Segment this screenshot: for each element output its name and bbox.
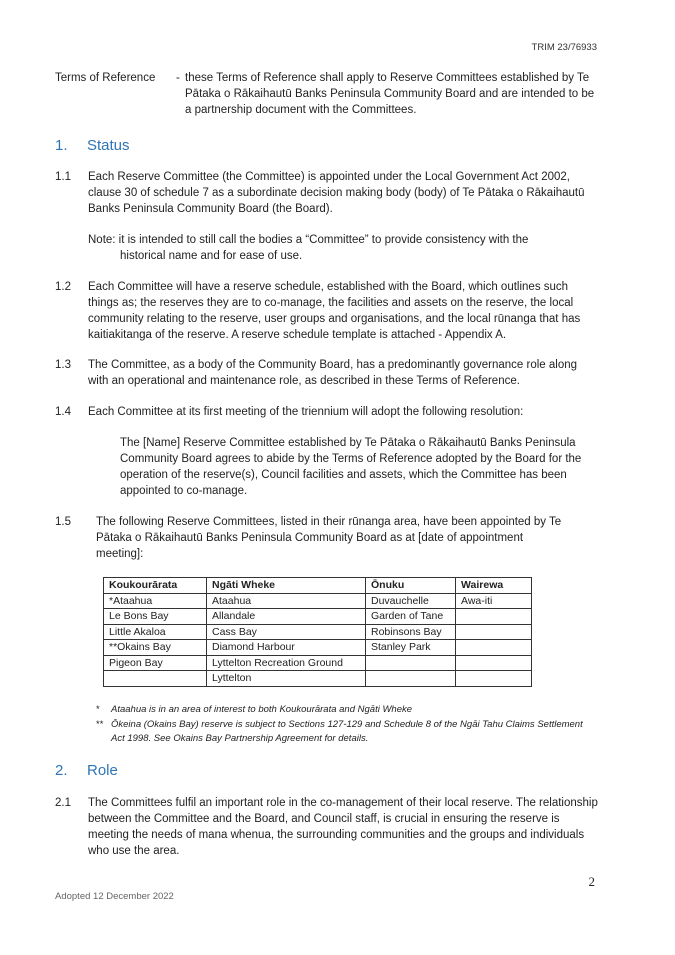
paragraph-2-1	[55, 795, 600, 859]
footnote-1	[96, 703, 596, 717]
table-cell: Awa-iti	[456, 593, 532, 609]
section-number: 1.	[55, 137, 68, 154]
section-title: Role	[87, 762, 118, 779]
paragraph-1-1	[55, 169, 600, 217]
table-cell: Allandale	[207, 609, 366, 625]
table-cell	[456, 624, 532, 640]
table-cell	[456, 671, 532, 687]
table-cell: Lyttelton Recreation Ground	[207, 655, 366, 671]
note-lead: Note: it is intended to still call the bodies a “Committee” to provide consistency with the	[88, 234, 529, 246]
paragraph-number: 1.2	[55, 281, 71, 293]
reserve-committees-table	[103, 577, 532, 687]
paragraph-1-4	[55, 404, 600, 420]
table-cell: Cass Bay	[207, 624, 366, 640]
column-header: Ngāti Wheke	[207, 578, 366, 594]
table-cell	[456, 655, 532, 671]
footnote-2	[96, 718, 596, 746]
column-header: Koukourārata	[104, 578, 207, 594]
table-row	[104, 671, 532, 687]
page-number: 2	[588, 874, 595, 889]
footnote-text: Ataahua is in an area of interest to both Koukourārata and Ngāti Wheke	[111, 704, 413, 715]
footnote-mark: *	[96, 704, 100, 715]
paragraph-number: 1.1	[55, 171, 71, 183]
paragraph-1-5	[55, 514, 600, 562]
adopted-date: Adopted 12 December 2022	[55, 891, 174, 902]
terms-of-reference-intro	[55, 70, 600, 118]
paragraph-text: Each Reserve Committee (the Committee) is appointed under the Local Government Act 2002, clause 30 of schedule 7 as a subordinate decision making body (body) of Te Pātaka o Rākaihautū Banks Peninsula Community Board (the Board).	[88, 171, 585, 215]
table-cell: Le Bons Bay	[104, 609, 207, 625]
terms-text: these Terms of Reference shall apply to Reserve Committees established by Te Pātaka o Rākaihautū Banks Peninsula Community Board and are intended to be a partnership document with the Committees.	[185, 72, 595, 116]
table-cell: Robinsons Bay	[366, 624, 456, 640]
section-heading-role	[55, 762, 118, 779]
table-row	[104, 640, 532, 656]
table-cell	[366, 671, 456, 687]
section-title: Status	[87, 137, 130, 154]
paragraph-text: The Committee, as a body of the Community Board, has a predominantly governance role along with an operational and maintenance role, as described in these Terms of Reference.	[88, 359, 578, 387]
terms-label: Terms of Reference	[55, 72, 156, 84]
table-cell: Lyttelton	[207, 671, 366, 687]
table-cell	[104, 671, 207, 687]
table-cell	[456, 640, 532, 656]
table-cell: Stanley Park	[366, 640, 456, 656]
table-cell	[366, 655, 456, 671]
paragraph-1-3	[55, 357, 600, 389]
table-cell	[456, 609, 532, 625]
table-cell: Ataahua	[207, 593, 366, 609]
table-row	[104, 624, 532, 640]
paragraph-text: The following Reserve Committees, listed in their rūnanga area, have been appointed by Te Pātaka o Rākaihautū Banks Peninsula Community Board as at [date of appointment meeting]:	[96, 516, 562, 560]
paragraph-number: 1.3	[55, 359, 71, 371]
table-cell: Diamond Harbour	[207, 640, 366, 656]
paragraph-number: 1.5	[55, 516, 71, 528]
resolution-quote: The [Name] Reserve Committee established by Te Pātaka o Rākaihautū Banks Peninsula Community Board agrees to abide by the Terms of Reference adopted by the Board for the operation of the reserve(s), Council facilities and assets, which the Committee has been appointed to co-manage.	[120, 437, 582, 497]
table-cell: **Okains Bay	[104, 640, 207, 656]
table-row	[104, 609, 532, 625]
table-cell: *Ataahua	[104, 593, 207, 609]
note-rest: historical name and for ease of use.	[120, 250, 303, 262]
paragraph-number: 1.4	[55, 406, 71, 418]
table-header-row	[104, 578, 532, 594]
paragraph-1-2	[55, 279, 600, 343]
section-number: 2.	[55, 762, 68, 779]
paragraph-number: 2.1	[55, 797, 71, 809]
footnote-mark: **	[96, 719, 104, 730]
table-cell: Little Akaloa	[104, 624, 207, 640]
terms-dash: -	[176, 72, 180, 84]
paragraph-text: The Committees fulfil an important role in the co-management of their local reserve. The relationship between the Committee and the Board, and Council staff, is crucial in ensuring the reserve is meeting the needs of mana whenua, the surrounding communities and the groups and individuals who use the area.	[88, 797, 598, 857]
paragraph-text: Each Committee at its first meeting of the triennium will adopt the following resolution:	[88, 406, 524, 418]
table-cell: Duvauchelle	[366, 593, 456, 609]
trim-reference: TRIM 23/76933	[531, 42, 597, 53]
column-header: Wairewa	[456, 578, 532, 594]
table-row	[104, 593, 532, 609]
paragraph-text: Each Committee will have a reserve schedule, established with the Board, which outlines such things as; the reserves they are to co-manage, the facilities and assets on the reserve, the local community relating to the reserve, user groups and organisations, and the local rūnanga that has kaitiakitanga of the reserve. A reserve schedule template is attached - Appendix A.	[88, 281, 581, 341]
note	[88, 232, 598, 264]
section-heading-status	[55, 137, 130, 154]
table-row	[104, 655, 532, 671]
footnote-text: Ōkeina (Okains Bay) reserve is subject to Sections 127-129 and Schedule 8 of the Ngāi Tahu Claims Settlement Act 1998. See Okains Bay Partnership Agreement for details.	[111, 719, 583, 744]
table-cell: Garden of Tane	[366, 609, 456, 625]
table-cell: Pigeon Bay	[104, 655, 207, 671]
column-header: Ōnuku	[366, 578, 456, 594]
